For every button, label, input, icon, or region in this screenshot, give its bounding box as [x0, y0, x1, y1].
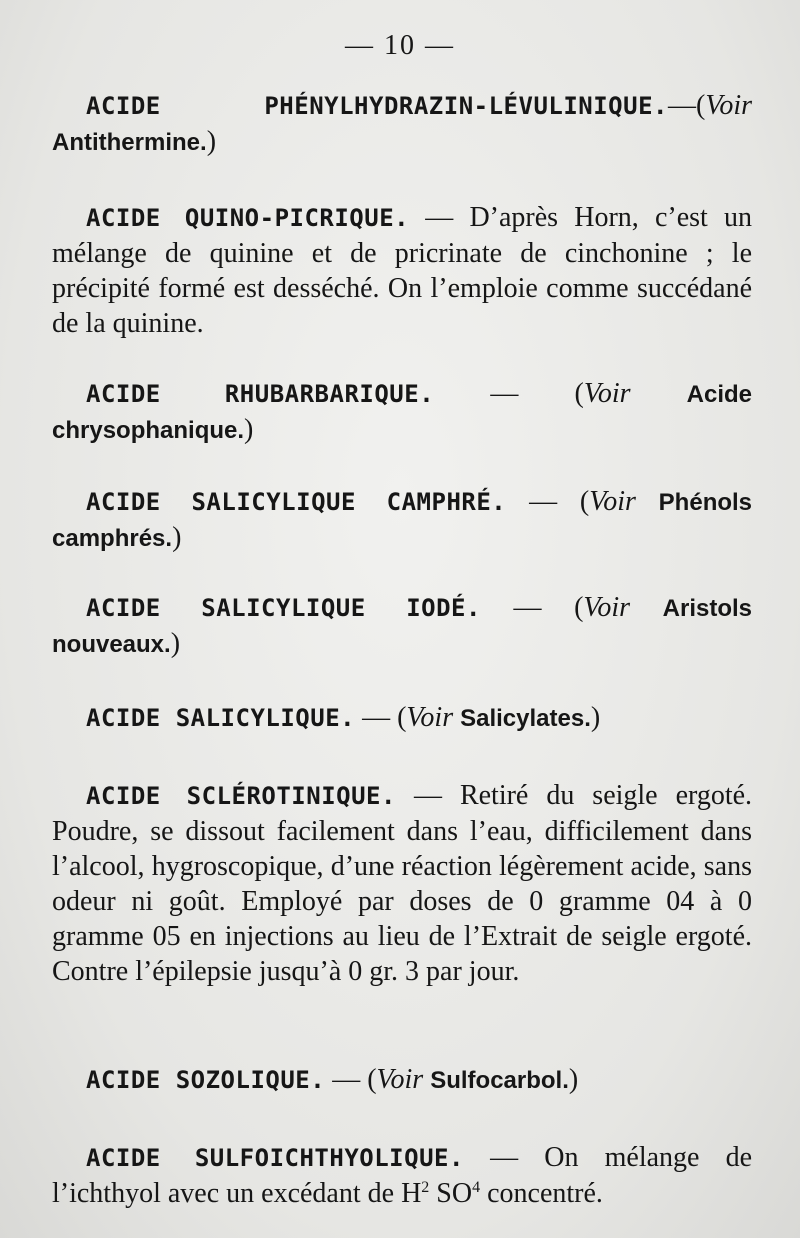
dash: —	[513, 592, 542, 623]
entry-heading: ACIDE SOZOLIQUE.	[86, 1066, 326, 1094]
entry-acide-quino-picrique	[52, 200, 752, 341]
entry-acide-sulfoichthyolique	[52, 1140, 752, 1211]
entry-acide-phenylhydrazin-levulinique: ACIDE PHÉNYLHYDRAZIN-LÉVULINIQUE.—(Voir Antithermine.)	[52, 90, 752, 157]
entry-text: D’après Horn, c’est un mélange de quinine et de pricrinate de cinchonine ; le précipité formé est desséché. On l’emploie comme succédané de la quinine.	[52, 202, 752, 339]
dash: —	[362, 702, 391, 733]
cross-reference: Aristols nouveaux.	[52, 595, 753, 658]
cross-reference: Acide chrysophanique.	[52, 381, 753, 444]
subscript-2: 2	[421, 1179, 430, 1196]
close-paren: )	[206, 126, 217, 157]
dash: —	[490, 378, 519, 409]
dash: —	[490, 1142, 519, 1173]
cross-reference: Salicylates.	[460, 705, 591, 732]
close-paren: )	[244, 414, 254, 445]
close-paren: )	[568, 1064, 579, 1095]
entry-acide-salicylique-iode: ACIDE SALICYLIQUE IODÉ. — (Voir Aristols nouveaux.)	[52, 592, 753, 659]
dash: —	[332, 1064, 361, 1095]
subscript-4: 4	[472, 1179, 481, 1196]
entry-text-mid: SO	[429, 1178, 473, 1209]
entry-heading: ACIDE SCLÉROTINIQUE.	[86, 782, 396, 810]
entry-heading: ACIDE SULFOICHTHYOLIQUE.	[86, 1144, 464, 1172]
entry-heading: ACIDE QUINO-PICRIQUE.	[86, 204, 410, 232]
entry-acide-rhubarbarique: ACIDE RHUBARBARIQUE. — (Voir Acide chrysophanique.)	[52, 378, 753, 445]
entry-text-end: concentré.	[480, 1178, 603, 1209]
close-paren: )	[172, 522, 182, 553]
dash: —	[425, 202, 454, 233]
entry-text: Retiré du seigle ergoté. Poudre, se dissout facilement dans l’eau, difficilement dans l’alcool, hygroscopique, d’une réaction légèrement acide, sans odeur ni goût. Employé par doses de 0 gramme 04 à 0 gramme 05 en injections au lieu de l’Extrait de seigle ergoté. Contre l’épilepsie jusqu’à 0 gr. 3 par jour.	[52, 780, 753, 987]
entry-acide-salicylique: ACIDE SALICYLIQUE. — (Voir Salicylates.)	[86, 702, 601, 733]
cross-reference: Sulfocarbol.	[430, 1067, 569, 1094]
dash: —	[667, 90, 696, 121]
entry-acide-salicylique-camphre: ACIDE SALICYLIQUE CAMPHRÉ. — (Voir Phénols camphrés.)	[52, 486, 753, 553]
voir-label: Voir	[583, 592, 631, 623]
entry-acide-sclerotinique	[52, 778, 752, 989]
voir-label: Voir	[376, 1064, 424, 1095]
dash: —	[529, 486, 558, 517]
entry-acide-sozolique: ACIDE SOZOLIQUE. — (Voir Sulfocarbol.)	[86, 1064, 579, 1095]
entry-text: On mélange de l’ichthyol avec un excédant de H	[52, 1142, 753, 1209]
entry-heading: ACIDE PHÉNYLHYDRAZIN-LÉVULINIQUE.	[86, 92, 668, 120]
cross-reference: Antithermine.	[52, 129, 207, 156]
entry-heading: ACIDE SALICYLIQUE.	[86, 704, 356, 732]
voir-label: Voir	[705, 90, 752, 121]
close-paren: )	[590, 702, 601, 733]
voir-label: Voir	[589, 486, 636, 517]
entry-heading: ACIDE SALICYLIQUE IODÉ.	[86, 594, 481, 622]
cross-reference: Phénols camphrés.	[52, 489, 753, 552]
voir-label: Voir	[406, 702, 454, 733]
dash: —	[413, 780, 442, 811]
page-number: — 10 —	[345, 30, 455, 61]
entry-heading: ACIDE RHUBARBARIQUE.	[86, 380, 435, 408]
close-paren: )	[170, 628, 181, 659]
voir-label: Voir	[583, 378, 631, 409]
entry-heading: ACIDE SALICYLIQUE CAMPHRÉ.	[86, 488, 507, 516]
